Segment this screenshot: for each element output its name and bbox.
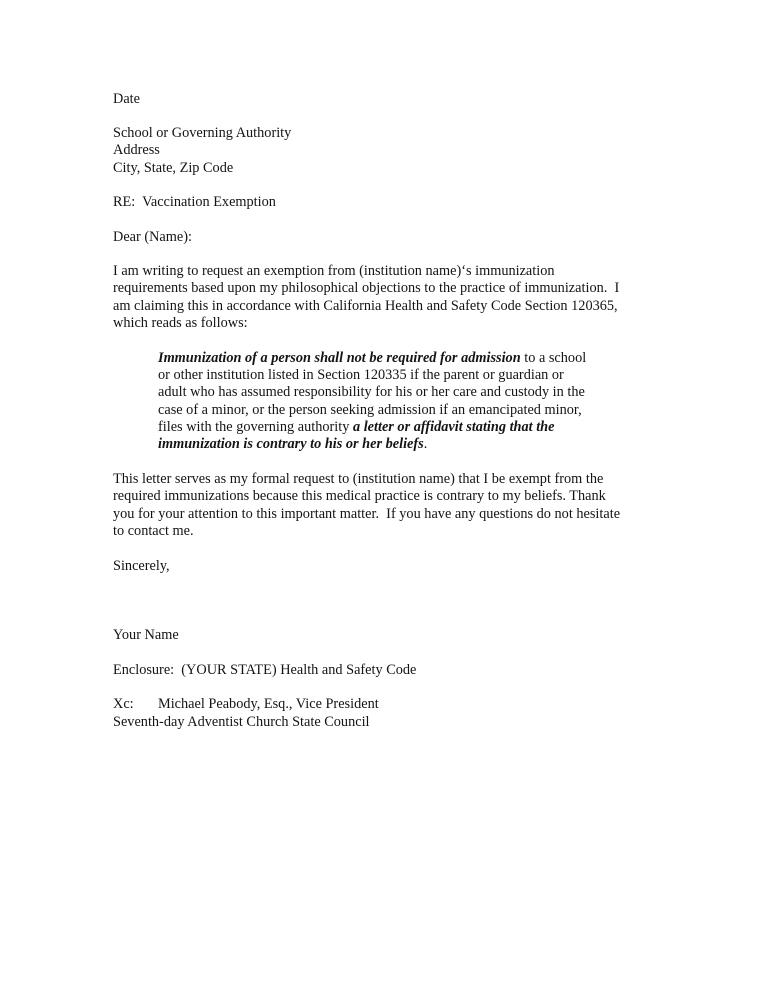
xc-line-1	[113, 696, 379, 713]
xc-recipient: Michael Peabody, Esq., Vice President	[158, 696, 379, 712]
re-line: RE: Vaccination Exemption	[113, 194, 276, 210]
quote-text: to a school	[520, 350, 587, 366]
quote-line-5	[158, 419, 554, 436]
quote-line-2: or other institution listed in Section 120335 if the parent or guardian or	[158, 367, 564, 383]
xc-line-2: Seventh-day Adventist Church State Council	[113, 714, 370, 730]
recipient-line-2: Address	[113, 142, 160, 158]
quote-text: files with the governing authority	[158, 419, 353, 435]
enclosure-line: Enclosure: (YOUR STATE) Health and Safety Code	[113, 662, 417, 678]
recipient-line-1: School or Governing Authority	[113, 125, 292, 141]
quote-emphasis: Immunization of a person shall not be required for admission	[158, 350, 521, 366]
recipient-line-3: City, State, Zip Code	[113, 160, 234, 176]
request-paragraph-line: required immunizations because this medical practice is contrary to my beliefs. Thank	[113, 488, 606, 504]
quote-emphasis: a letter or affidavit stating that the	[352, 419, 555, 435]
date-line: Date	[113, 91, 140, 107]
salutation: Dear (Name):	[113, 229, 192, 245]
request-paragraph-line: to contact me.	[113, 523, 194, 539]
intro-paragraph-line: which reads as follows:	[113, 315, 248, 331]
intro-paragraph-line: requirements based upon my philosophical objections to the practice of immunization. I	[113, 280, 620, 296]
quote-emphasis: immunization is contrary to his or her beliefs	[158, 436, 424, 452]
closing: Sincerely,	[113, 558, 170, 574]
quote-line-1	[158, 350, 586, 367]
quote-line-3: adult who has assumed responsibility for his or her care and custody in the	[158, 384, 585, 400]
xc-label: Xc:	[113, 696, 134, 712]
intro-paragraph-line: I am writing to request an exemption from (institution name)‘s immunization	[113, 263, 555, 279]
quote-line-4: case of a minor, or the person seeking admission if an emancipated minor,	[158, 402, 582, 418]
intro-paragraph-line: am claiming this in accordance with California Health and Safety Code Section 120365,	[113, 298, 618, 314]
quote-text: .	[423, 436, 428, 452]
request-paragraph-line: This letter serves as my formal request to (institution name) that I be exempt from the	[113, 471, 604, 487]
request-paragraph-line: you for your attention to this important matter. If you have any questions do not hesitate	[113, 506, 621, 522]
signature-name: Your Name	[113, 627, 179, 643]
quote-line-6	[158, 436, 427, 453]
